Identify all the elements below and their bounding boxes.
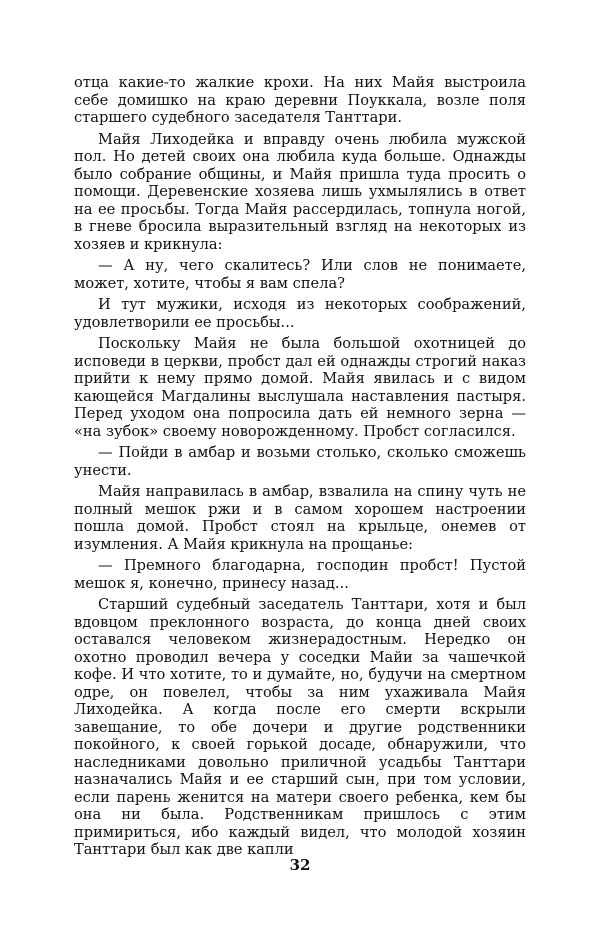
paragraph: Старший судебный заседатель Танттари, хотя и был вдовцом преклонного возраста, до конца дней своих оставался человеком жизнерадостным. Нередко он охотно проводил вечера у соседки Майи за чашечкой кофе. И что хотите, то и думайте, но, будучи на смертном одре, он повелел, чтобы за ним ухаживала Майя Лиходейка. А когда после его смерти вскрыли завещание, то обе дочери и другие родственники покойного, к своей горькой досаде, обнаружили, что наследниками довольно приличной усадьбы Танттари назначались Майя и ее старший сын, при том условии, если парень женится на матери своего ребенка, кем бы она ни была. Родственникам пришлось с этим примириться, ибо каждый видел, что молодой хозяин Танттари был как две капли bbox=[74, 596, 526, 858]
paragraph: — А ну, чего скалитесь? Или слов не понимаете, может, хотите, чтобы я вам спела? bbox=[74, 257, 526, 292]
paragraph: отца какие-то жалкие крохи. На них Майя выстроила себе домишко на краю деревни Поуккала, возле поля старшего судебного заседателя Танттари. bbox=[74, 74, 526, 126]
paragraph: И тут мужики, исходя из некоторых соображений, удовлетворили ее просьбы... bbox=[74, 296, 526, 331]
body-text bbox=[74, 74, 526, 859]
page-number: 32 bbox=[289, 856, 311, 874]
paragraph: — Пойди в амбар и возьми столько, сколько сможешь унести. bbox=[74, 444, 526, 479]
paragraph: — Премного благодарна, господин пробст! Пустой мешок я, конечно, принесу назад... bbox=[74, 557, 526, 592]
paragraph: Майя Лиходейка и вправду очень любила мужской пол. Но детей своих она любила куда больше. Однажды было собрание общины, и Майя пришла туда просить о помощи. Деревенские хозяева лишь ухмылялись в ответ на ее просьбы. Тогда Майя рассердилась, топнула ногой, в гневе бросила выразительный взгляд на некоторых из хозяев и крикнула: bbox=[74, 130, 526, 253]
paragraph: Майя направилась в амбар, взвалила на спину чуть не полный мешок ржи и в самом хорошем настроении пошла домой. Пробст стоял на крыльце, онемев от изумления. А Майя крикнула на прощанье: bbox=[74, 483, 526, 553]
paragraph: Поскольку Майя не была большой охотницей до исповеди в церкви, пробст дал ей однажды строгий наказ прийти к нему прямо домой. Майя явилась и с видом кающейся Магдалины выслушала наставления пастыря. Перед уходом она попросила дать ей немного зерна — «на зубок» своему новорожденному. Пробст согласился. bbox=[74, 335, 526, 440]
